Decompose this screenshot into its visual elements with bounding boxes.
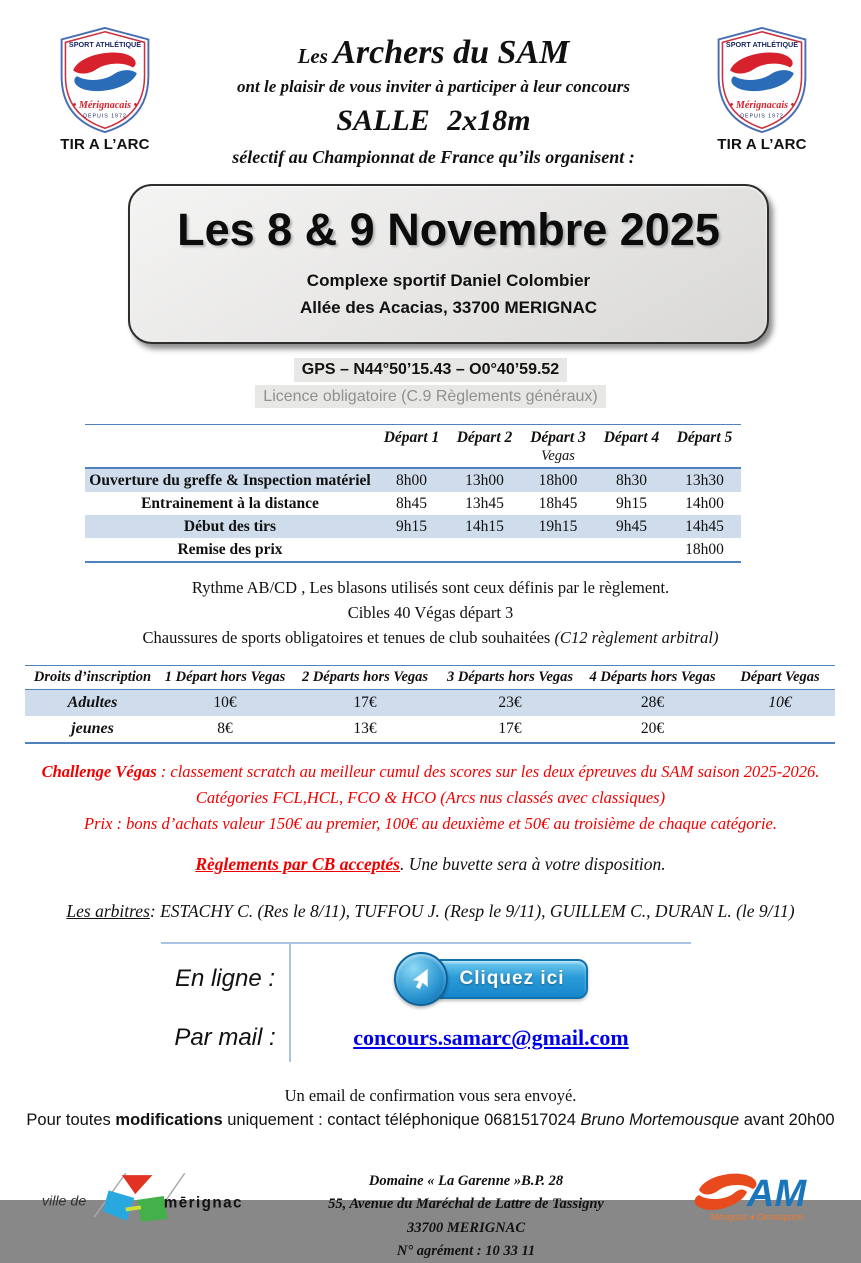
- schedule-cell: [448, 538, 521, 562]
- challenge-line-1: [0, 759, 861, 785]
- schedule-cell: 18h00: [685, 540, 724, 558]
- schedule-header-empty: [85, 425, 375, 469]
- mail-content: [291, 1014, 691, 1062]
- pricing-header-droits: Droits d’inscription: [33, 669, 152, 686]
- schedule-header-depart3-label: Départ 3: [530, 429, 586, 447]
- table-row: [25, 690, 835, 717]
- table-row: [85, 538, 741, 562]
- event-title-box: [128, 184, 769, 344]
- challenge-label: Challenge Végas: [41, 762, 157, 782]
- pricing-row-label: Adultes: [67, 694, 118, 712]
- schedule-header-depart2: Départ 2: [456, 429, 513, 447]
- ville-de-merignac-logo: [40, 1166, 245, 1233]
- cliquez-ici-label: Cliquez ici: [432, 959, 589, 999]
- footer: [0, 1166, 861, 1263]
- challenge-line-2: Catégories FCL,HCL, FCO & HCO (Arcs nus classés avec classiques): [195, 788, 666, 807]
- payment-line: [0, 854, 861, 875]
- schedule-cell: [521, 538, 595, 562]
- pricing-cell: 10€: [213, 694, 237, 712]
- challenge-vegas-block: [0, 759, 861, 836]
- sam-caption: Mérignac ♦ Omnisports: [710, 1212, 804, 1223]
- pricing-table: [25, 665, 835, 744]
- gps-coordinates: GPS – N44°50’15.43 – O0°40’59.52: [294, 358, 567, 382]
- pricing-header-3departs: 3 Départs hors Vegas: [446, 669, 574, 686]
- address-line-4: N° agrément : 10 33 11: [396, 1242, 536, 1259]
- rules-notes: [0, 576, 861, 650]
- club-address-block: [245, 1166, 687, 1263]
- modification-contact-name: Bruno Mortemousque: [580, 1111, 740, 1130]
- modification-prefix: Pour toutes: [26, 1111, 116, 1130]
- payment-rest: . Une buvette sera à votre disposition.: [399, 854, 666, 875]
- pricing-row-label: jeunes: [71, 720, 114, 738]
- address-line-1: Domaine « La Garenne »B.P. 28: [368, 1173, 564, 1190]
- schedule-cell: 14h15: [465, 517, 504, 535]
- club-title-name: Archers du SAM: [333, 34, 570, 71]
- pricing-cell: 13€: [353, 720, 377, 738]
- schedule-cell: 14h00: [685, 494, 724, 512]
- note-line-3: [0, 626, 861, 651]
- sam-am-letters: AM: [747, 1173, 807, 1216]
- arbitres-names: : ESTACHY C. (Res le 8/11), TUFFOU J. (Resp le 9/11), GUILLEM C., DURAN L. (le 9/11): [149, 901, 795, 922]
- mouse-pointer-icon: [408, 966, 434, 992]
- cursor-circle-icon: [394, 952, 448, 1006]
- pricing-header-2departs: 2 Départs hors Vegas: [301, 669, 429, 686]
- modification-line: [0, 1111, 861, 1130]
- pricing-cell: 17€: [353, 694, 377, 712]
- schedule-cell: 18h45: [538, 494, 578, 512]
- table-row: [85, 468, 741, 492]
- logo-red-triangle: [122, 1175, 152, 1194]
- tir-a-larc-caption: TIR A L’ARC: [717, 136, 807, 153]
- selective-line: sélectif au Championnat de France qu’ils organisent :: [232, 147, 635, 167]
- modification-suffix: avant 20h00: [739, 1111, 835, 1130]
- schedule-row-label: Entrainement à la distance: [141, 494, 319, 512]
- club-shield-logo-left: [42, 26, 168, 168]
- online-content: [291, 944, 691, 1014]
- address-line-3: 33700 MERIGNAC: [406, 1219, 526, 1236]
- event-type: SALLE 2x18m: [336, 104, 531, 137]
- email-link[interactable]: concours.samarc@gmail.com: [353, 1025, 629, 1051]
- schedule-header-depart5: Départ 5: [676, 429, 733, 447]
- table-row: [85, 492, 741, 515]
- shield-script-text: • Mérignacais •: [72, 99, 138, 111]
- schedule-table: [85, 424, 741, 563]
- logo-blue-diamond: [103, 1190, 134, 1220]
- schedule-cell: 13h00: [465, 471, 504, 489]
- merignac-text: mērignac: [163, 1194, 243, 1212]
- schedule-cell: 8h45: [396, 494, 427, 512]
- schedule-row-label: Ouverture du greffe & Inspection matériel: [89, 471, 371, 489]
- schedule-header-depart1: Départ 1: [383, 429, 440, 447]
- schedule-cell: 9h15: [616, 494, 647, 512]
- ville-de-text: ville de: [41, 1193, 87, 1210]
- pricing-cell: 23€: [498, 694, 522, 712]
- schedule-cell: 18h00: [538, 471, 578, 489]
- invite-line: ont le plaisir de vous inviter à participer à leur concours: [237, 77, 630, 96]
- shield-script-text: • Mérignacais •: [729, 99, 795, 111]
- mail-row: [161, 1014, 691, 1062]
- shield-since-text: DEPUIS 1972: [740, 113, 784, 120]
- arbitres-line: [0, 901, 861, 922]
- cliquez-ici-button[interactable]: [394, 952, 589, 1006]
- pricing-header-1depart: 1 Départ hors Vegas: [164, 669, 286, 686]
- pricing-header-4departs: 4 Départs hors Vegas: [589, 669, 716, 686]
- licence-note: Licence obligatoire (C.9 Règlements généraux): [255, 385, 605, 409]
- schedule-cell: 19h15: [538, 517, 578, 535]
- pricing-cell: 20€: [640, 720, 665, 738]
- pricing-cell: [725, 716, 835, 743]
- schedule-cell: [375, 538, 448, 562]
- mail-label: Par mail :: [161, 1014, 291, 1062]
- header-title-block: [168, 26, 699, 168]
- confirmation-line: Un email de confirmation vous sera envoyé.: [284, 1086, 577, 1106]
- address-line-2: 55, Avenue du Maréchal de Lattre de Tassigny: [328, 1196, 604, 1213]
- online-row: [161, 944, 691, 1014]
- schedule-row-label: Début des tirs: [183, 517, 277, 535]
- shield-logo-icon: [713, 26, 811, 134]
- event-date-title: Les 8 & 9 Novembre 2025: [177, 204, 720, 255]
- note-line-2: Cibles 40 Végas départ 3: [347, 602, 514, 622]
- note-line-3-reference: (C12 règlement arbitral): [554, 627, 719, 647]
- schedule-cell: 14h45: [685, 517, 724, 535]
- shield-since-text: DEPUIS 1972: [83, 113, 127, 120]
- payment-cb-note: Règlements par CB acceptés: [195, 854, 400, 875]
- note-line-3-main: Chaussures de sports obligatoires et tenues de club souhaitées: [142, 627, 555, 647]
- table-row: [85, 515, 741, 538]
- sam-logo-icon: [691, 1168, 823, 1226]
- modification-mid: uniquement : contact téléphonique 0681517024: [222, 1111, 581, 1130]
- schedule-header-row: [85, 425, 741, 469]
- shield-top-text: SPORT ATHLÉTIQUE: [68, 40, 142, 50]
- gps-block: [0, 358, 861, 408]
- schedule-cell: 8h30: [616, 471, 647, 489]
- schedule-header-vegas-sub: Vegas: [541, 448, 575, 465]
- challenge-line-1-rest: : classement scratch au meilleur cumul des scores sur les deux épreuves du SAM saison 2025-2026.: [156, 762, 820, 782]
- schedule-cell: 13h30: [685, 471, 724, 489]
- modification-bold: modifications: [115, 1111, 223, 1130]
- schedule-cell: 9h15: [396, 517, 427, 535]
- online-label: En ligne :: [161, 944, 291, 1014]
- challenge-line-3: Prix : bons d’achats valeur 150€ au premier, 100€ au deuxième et 50€ au troisième de chaque catégorie.: [84, 813, 777, 833]
- schedule-cell: 13h45: [465, 494, 504, 512]
- schedule-cell: [595, 538, 668, 562]
- schedule-cell: 8h00: [396, 471, 427, 489]
- header: [0, 0, 861, 168]
- shield-top-text: SPORT ATHLÉTIQUE: [725, 40, 799, 50]
- pricing-cell: 17€: [498, 720, 522, 738]
- sam-omnisports-logo: [687, 1166, 827, 1231]
- venue-line: Complexe sportif Daniel Colombier: [306, 271, 591, 290]
- pricing-header-vegas: Départ Vegas: [740, 669, 820, 686]
- schedule-cell: 9h45: [616, 517, 647, 535]
- tir-a-larc-caption: TIR A L’ARC: [60, 136, 150, 153]
- shield-logo-icon: [56, 26, 154, 134]
- pricing-cell: 8€: [217, 720, 233, 738]
- schedule-row-label: Remise des prix: [177, 540, 283, 558]
- registration-contact-box: [161, 942, 691, 1062]
- merignac-city-logo-icon: [40, 1166, 243, 1228]
- table-row: [25, 716, 835, 743]
- club-shield-logo-right: [699, 26, 825, 168]
- club-title: [168, 34, 699, 72]
- address-line: Allée des Acacias, 33700 MERIGNAC: [299, 298, 597, 317]
- pricing-cell: 10€: [768, 694, 792, 712]
- arbitres-label: Les arbitres: [66, 901, 150, 922]
- pricing-header-row: [25, 666, 835, 690]
- schedule-header-depart4: Départ 4: [603, 429, 660, 447]
- pricing-cell: 28€: [640, 694, 665, 712]
- schedule-header-depart3: [521, 425, 595, 469]
- club-title-prefix: Les: [297, 44, 328, 68]
- note-line-1: Rythme AB/CD , Les blasons utilisés sont ceux définis par le règlement.: [191, 578, 670, 598]
